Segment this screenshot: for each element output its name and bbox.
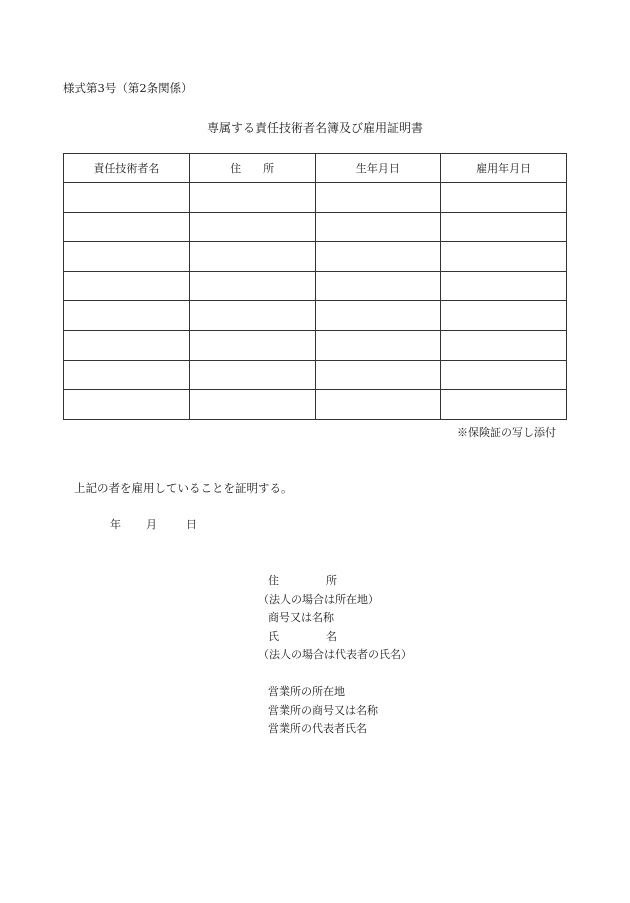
form-number: 様式第3号（第2条関係） xyxy=(63,81,193,95)
certification-statement: 上記の者を雇用していることを証明する。 xyxy=(74,481,293,495)
table-cell xyxy=(441,301,567,331)
trade-name-label: 商号又は名称 xyxy=(268,611,334,624)
table-cell xyxy=(64,212,190,242)
table-cell xyxy=(189,242,315,272)
table-cell xyxy=(64,183,190,213)
table-cell xyxy=(64,271,190,301)
table-cell xyxy=(315,242,441,272)
table-cell xyxy=(441,390,567,420)
table-header-row xyxy=(64,154,567,183)
column-header-birth-date: 生年月日 xyxy=(315,154,441,183)
table-cell xyxy=(441,360,567,390)
table-cell xyxy=(315,271,441,301)
table-cell xyxy=(189,330,315,360)
table-cell xyxy=(64,330,190,360)
signature-block xyxy=(258,572,412,739)
table-row xyxy=(64,390,567,420)
table-cell xyxy=(64,242,190,272)
table-cell xyxy=(315,212,441,242)
table-note: ※保険証の写し添付 xyxy=(457,426,556,439)
date-year-label: 年 xyxy=(110,518,121,531)
office-location-label: 営業所の所在地 xyxy=(268,685,345,698)
table-cell xyxy=(189,183,315,213)
column-header-engineer-name: 責任技術者名 xyxy=(64,154,190,183)
table-row xyxy=(64,330,567,360)
table-cell xyxy=(441,242,567,272)
document-title: 専属する責任技術者名簿及び雇用証明書 xyxy=(206,121,423,135)
table-row xyxy=(64,301,567,331)
column-header-address: 住 所 xyxy=(189,154,315,183)
table-row xyxy=(64,242,567,272)
certification-date xyxy=(110,516,197,532)
table-cell xyxy=(189,271,315,301)
office-trade-name-label: 営業所の商号又は名称 xyxy=(268,703,378,717)
table-cell xyxy=(441,212,567,242)
table-cell xyxy=(315,301,441,331)
table-cell xyxy=(315,330,441,360)
column-header-employment-date: 雇用年月日 xyxy=(441,154,567,183)
name-label: 氏 名 xyxy=(268,629,337,643)
table-cell xyxy=(315,360,441,390)
table-cell xyxy=(64,390,190,420)
table-cell xyxy=(315,183,441,213)
date-month-label: 月 xyxy=(146,518,157,531)
table-cell xyxy=(189,212,315,242)
address-note: （法人の場合は所在地） xyxy=(258,592,379,606)
table-row xyxy=(64,212,567,242)
table-cell xyxy=(64,301,190,331)
table-cell xyxy=(441,330,567,360)
table-cell xyxy=(64,360,190,390)
table-cell xyxy=(189,301,315,331)
name-note: （法人の場合は代表者の氏名） xyxy=(258,648,412,661)
address-label: 住 所 xyxy=(268,574,337,587)
table-cell xyxy=(441,183,567,213)
table-row xyxy=(64,360,567,390)
table-cell xyxy=(315,390,441,420)
table-row xyxy=(64,271,567,301)
engineer-roster-table xyxy=(63,153,567,420)
table-cell xyxy=(189,390,315,420)
table-body xyxy=(64,183,567,420)
office-representative-label: 営業所の代表者氏名 xyxy=(268,722,367,735)
table-row xyxy=(64,183,567,213)
date-day-label: 日 xyxy=(186,518,197,531)
table-cell xyxy=(441,271,567,301)
table-cell xyxy=(189,360,315,390)
